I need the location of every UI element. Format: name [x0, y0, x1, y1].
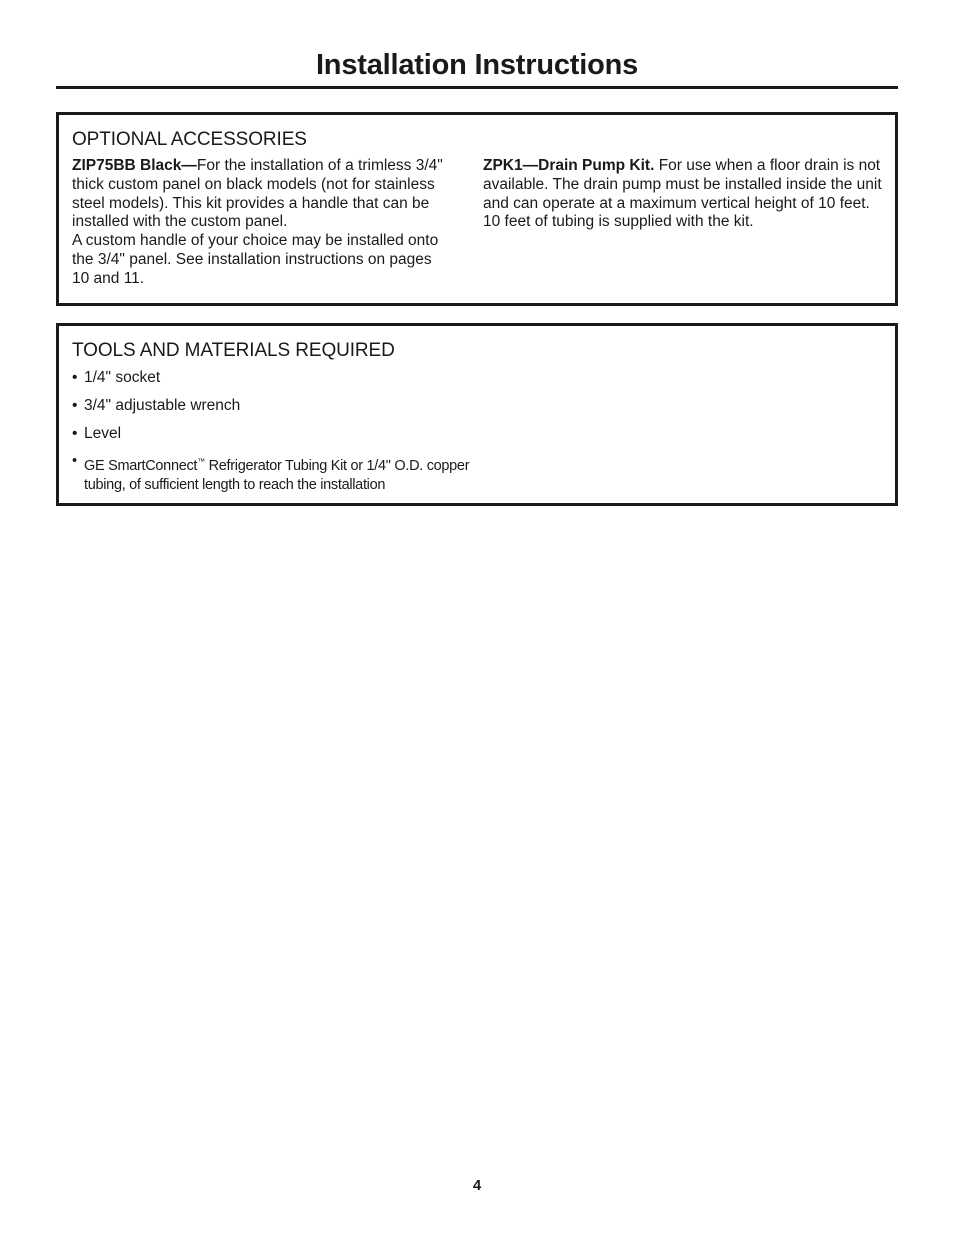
page-title: Installation Instructions — [315, 49, 639, 81]
accessory-zpk1-label: ZPK1—Drain Pump Kit. — [483, 157, 655, 174]
accessory-zip75bb-text2: A custom handle of your choice may be installed onto the 3/4" panel. See installation instructions on pages 10 and 11. — [72, 232, 439, 287]
tool-item: • Level — [72, 424, 484, 443]
accessory-zip75bb-text: For the installation of a trimless 3/4" thick custom panel on black models (not for stainless steel models). This kit provides a handle that can be installed with the custom panel. — [72, 157, 443, 231]
accessory-zip75bb-label: ZIP75BB Black— — [72, 157, 197, 174]
optional-accessories-section — [56, 112, 898, 306]
tools-section — [56, 323, 898, 506]
tool-item — [72, 452, 484, 495]
accessory-zip75bb — [72, 157, 444, 289]
section-heading-tools: TOOLS AND MATERIALS REQUIRED — [72, 340, 395, 361]
title-rule — [56, 86, 898, 89]
page-number: 4 — [472, 1177, 482, 1194]
section-heading-accessories: OPTIONAL ACCESSORIES — [72, 129, 307, 150]
accessory-zpk1 — [483, 157, 883, 232]
tools-list — [72, 368, 484, 504]
tool-item: • 3/4" adjustable wrench — [72, 396, 484, 415]
tool-item-text: GE SmartConnect — [84, 457, 198, 474]
tool-item-text: Refrigerator Tubing Kit or 1/4" O.D. copper tubing, of sufficient length to reach the installation — [84, 457, 470, 493]
trademark-symbol: ™ — [197, 457, 205, 466]
tool-item: • 1/4" socket — [72, 368, 484, 387]
accessory-zpk1-text: For use when a floor drain is not available. The drain pump must be installed inside the unit and can operate at a maximum vertical height of 10 feet. 10 feet of tubing is supplied with the kit. — [483, 157, 882, 231]
